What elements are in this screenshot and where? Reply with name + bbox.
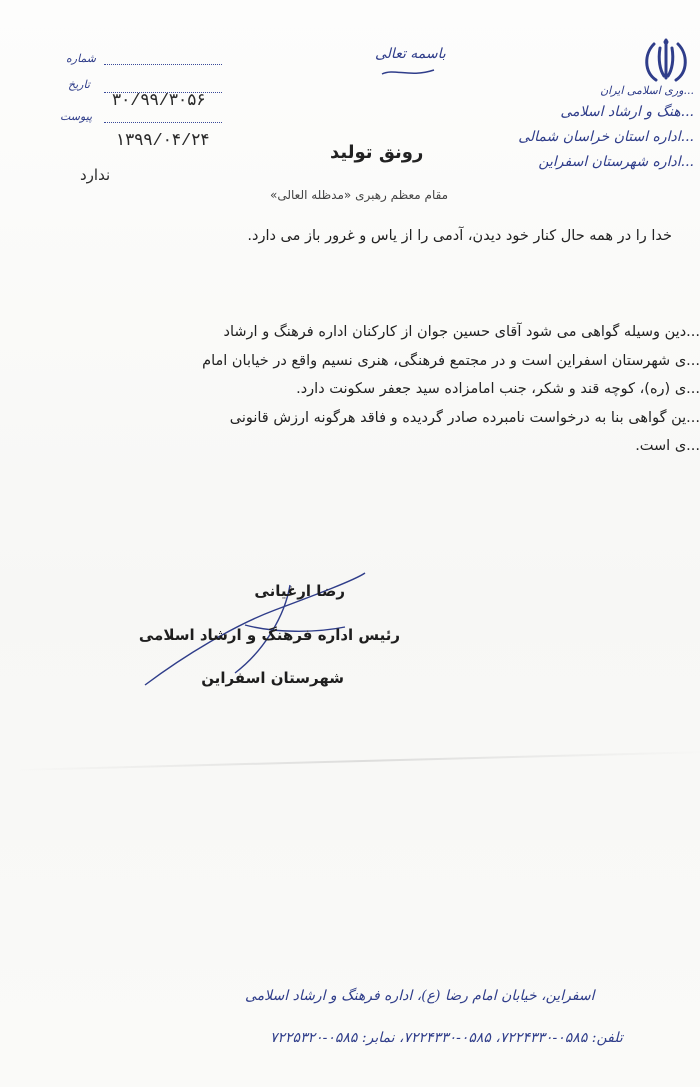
letterhead-line-2: ...هنگ و ارشاد اسلامی: [560, 104, 694, 120]
body-line-4: ...ین گواهی بنا به درخواست نامبرده صادر گردیده و فاقد هرگونه ارزش قانونی: [229, 409, 700, 426]
signature-city: شهرستان اسفراین: [201, 669, 344, 687]
bismillah: باسمه تعالی: [375, 46, 446, 62]
letterhead-line-3: ...اداره استان خراسان شمالی: [518, 129, 694, 145]
body-line-5: ...ی است.: [635, 438, 700, 454]
body-line-3: ...ی (ره)، کوچه قند و شکر، جنب امامزاده سید جعفر سکونت دارد.: [296, 381, 700, 397]
letterhead: [518, 82, 694, 175]
number-dotted-line: [104, 64, 222, 65]
body-text: [0, 318, 700, 461]
letterhead-line-1: ...وری اسلامی ایران: [600, 84, 694, 97]
quote-line: خدا را در همه حال کنار خود دیدن، آدمی را از یاس و غرور باز می دارد.: [247, 228, 672, 244]
number-value: ۳۰/۹۹/۳۰۵۶: [112, 92, 206, 111]
date-value: ۱۳۹۹/۰۴/۲۴: [116, 132, 210, 151]
body-line-2: ...ی شهرستان اسفراین است و در مجتمع فرهنگی، هنری نسیم واقع در خیابان امام: [202, 352, 700, 369]
subtitle: مقام معظم رهبری «مدظله العالی»: [270, 188, 449, 202]
footer-phone: تلفن: ۰۵۸۵-۷۲۲۴۳۳۰، ۰۵۸۵-۷۲۲۴۳۳۰، نمابر: ۰۵۸۵-۷۲۲۵۳۲۰: [270, 1030, 623, 1046]
attachment-dotted-line: [104, 122, 222, 123]
paper-fold: [12, 751, 700, 771]
footer-address: اسفراین، خیابان امام رضا (ع)، اداره فرهنگ و ارشاد اسلامی: [245, 988, 595, 1004]
attachment-value: ندارد: [80, 166, 111, 184]
body-line-1: ...دین وسیله گواهی می شود آقای حسین جوان از کارکنان اداره فرهنگ و ارشاد: [223, 324, 700, 340]
number-label: شماره: [66, 52, 97, 65]
date-label: تاریخ: [68, 78, 90, 91]
signature-position: رئیس اداره فرهنگ و ارشاد اسلامی: [138, 626, 400, 644]
letterhead-line-4: ...اداره شهرستان اسفراین: [538, 154, 694, 170]
signature-name: رضا ارغیانی: [254, 582, 345, 600]
bismillah-swash-icon: [380, 66, 436, 78]
page-title: رونق تولید: [330, 142, 424, 163]
attachment-label: پیوست: [60, 110, 93, 123]
